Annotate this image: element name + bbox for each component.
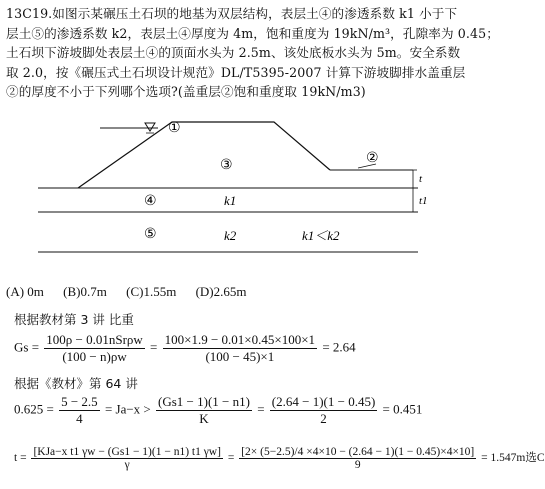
dam-cross-section-figure [38, 102, 438, 272]
solution-reference-2: 根据《教材》第 64 讲 [14, 376, 138, 391]
option-b: (B)0.7m [63, 284, 107, 299]
formula-t: t = $\frac{\text{[KJa−x t1 γw − (Gs1 − 1)(1 − n1) t1 γw]}}{\gamma}$ = $\frac{[2\times (5-2.5)/4 \times 4\times 10 - (2.64 - 1)(1 - 0.45)\times 4\times 10]}{9}$ = 1.547m选C [14, 446, 545, 471]
question-line: 取 2.0，按《碾压式土石坝设计规范》DL/T5395-2007 计算下游坡脚排水盖重层 [6, 64, 466, 80]
option-a: (A) 0m [6, 284, 44, 299]
label-k1: k1 [224, 193, 237, 208]
ja-fraction-2: $\frac{(Gs1 - 1)(1 - n1)}{K}$ [158, 394, 250, 426]
gs-fraction-1: $\frac{\text{100ρ − 0.01nSrρw}}{(100 - n)\rho w}$ [46, 332, 143, 364]
question-text [6, 4, 528, 102]
gs-lhs: Gs = [14, 339, 40, 355]
label-circle-2: ② [366, 150, 379, 166]
answer-options [6, 284, 263, 300]
label-k2: k2 [224, 228, 237, 243]
solution-reference-1: 根据教材第 3 讲 比重 [14, 312, 134, 327]
t-fraction-2: $\frac{[2\times (5-2.5)/4 \times 4\times 10 - (2.64 - 1)(1 - 0.45)\times 4\times 10]}{9}$ [241, 446, 475, 471]
gs-fraction-2: $\frac{100\times 1.9 - 0.01\times 0.45\times 100\times 1}{(100 - 45)\times 1}$ [164, 332, 316, 364]
question-line: 层土⑤的渗透系数 k2，表层土④厚度为 4m，饱和重度为 19kN/m³，孔隙率为 0.45； [6, 25, 499, 41]
gs-result: = 2.64 [322, 339, 356, 355]
question-line: 13C19.如图示某碾压土石坝的地基为双层结构，表层土④的渗透系数 k1 小于下 [6, 6, 458, 21]
label-circle-4: ④ [144, 193, 157, 209]
label-t1: t1 [419, 195, 428, 207]
option-c: (C)1.55m [126, 284, 177, 299]
question-line: 土石坝下游坡脚处表层土④的顶面水头为 2.5m、该处底板水头为 5m。安全系数 [6, 45, 461, 60]
ja-fraction-1: $\frac{5 - 2.5}{4}$ [61, 394, 98, 426]
label-circle-1: ① [168, 120, 181, 136]
label-circle-3: ③ [220, 157, 233, 173]
t-fraction-1: $\frac{\text{[KJa−x t1 γw − (Gs1 − 1)(1 − n1) t1 γw]}}{\gamma}$ [33, 446, 221, 471]
label-t: t [419, 173, 423, 185]
label-k1-less-k2: k1＜k2 [302, 228, 340, 243]
option-d: (D)2.65m [195, 284, 247, 299]
formula-gs: Gs = $\frac{\text{100ρ − 0.01nSrρw}}{(100 - n)\rho w}$ = $\frac{100\times 1.9 - 0.01\times 0.45\times 100\times 1}{(100 - 45)\times 1}$ = 2.64 [14, 332, 356, 364]
ja-fraction-3: $\frac{(2.64 - 1)(1 - 0.45)}{2}$ [271, 394, 376, 426]
label-circle-5: ⑤ [144, 226, 157, 242]
formula-ja: 0.625 = $\frac{5 - 2.5}{4}$ = Ja−x > $\frac{(Gs1 - 1)(1 - n1)}{K}$ = $\frac{(2.64 - 1)(1 - 0.45)}{2}$ = 0.451 [14, 394, 423, 426]
question-line: ②的厚度不小于下列哪个选项?(盖重层②饱和重度取 19kN/m3) [6, 84, 366, 99]
